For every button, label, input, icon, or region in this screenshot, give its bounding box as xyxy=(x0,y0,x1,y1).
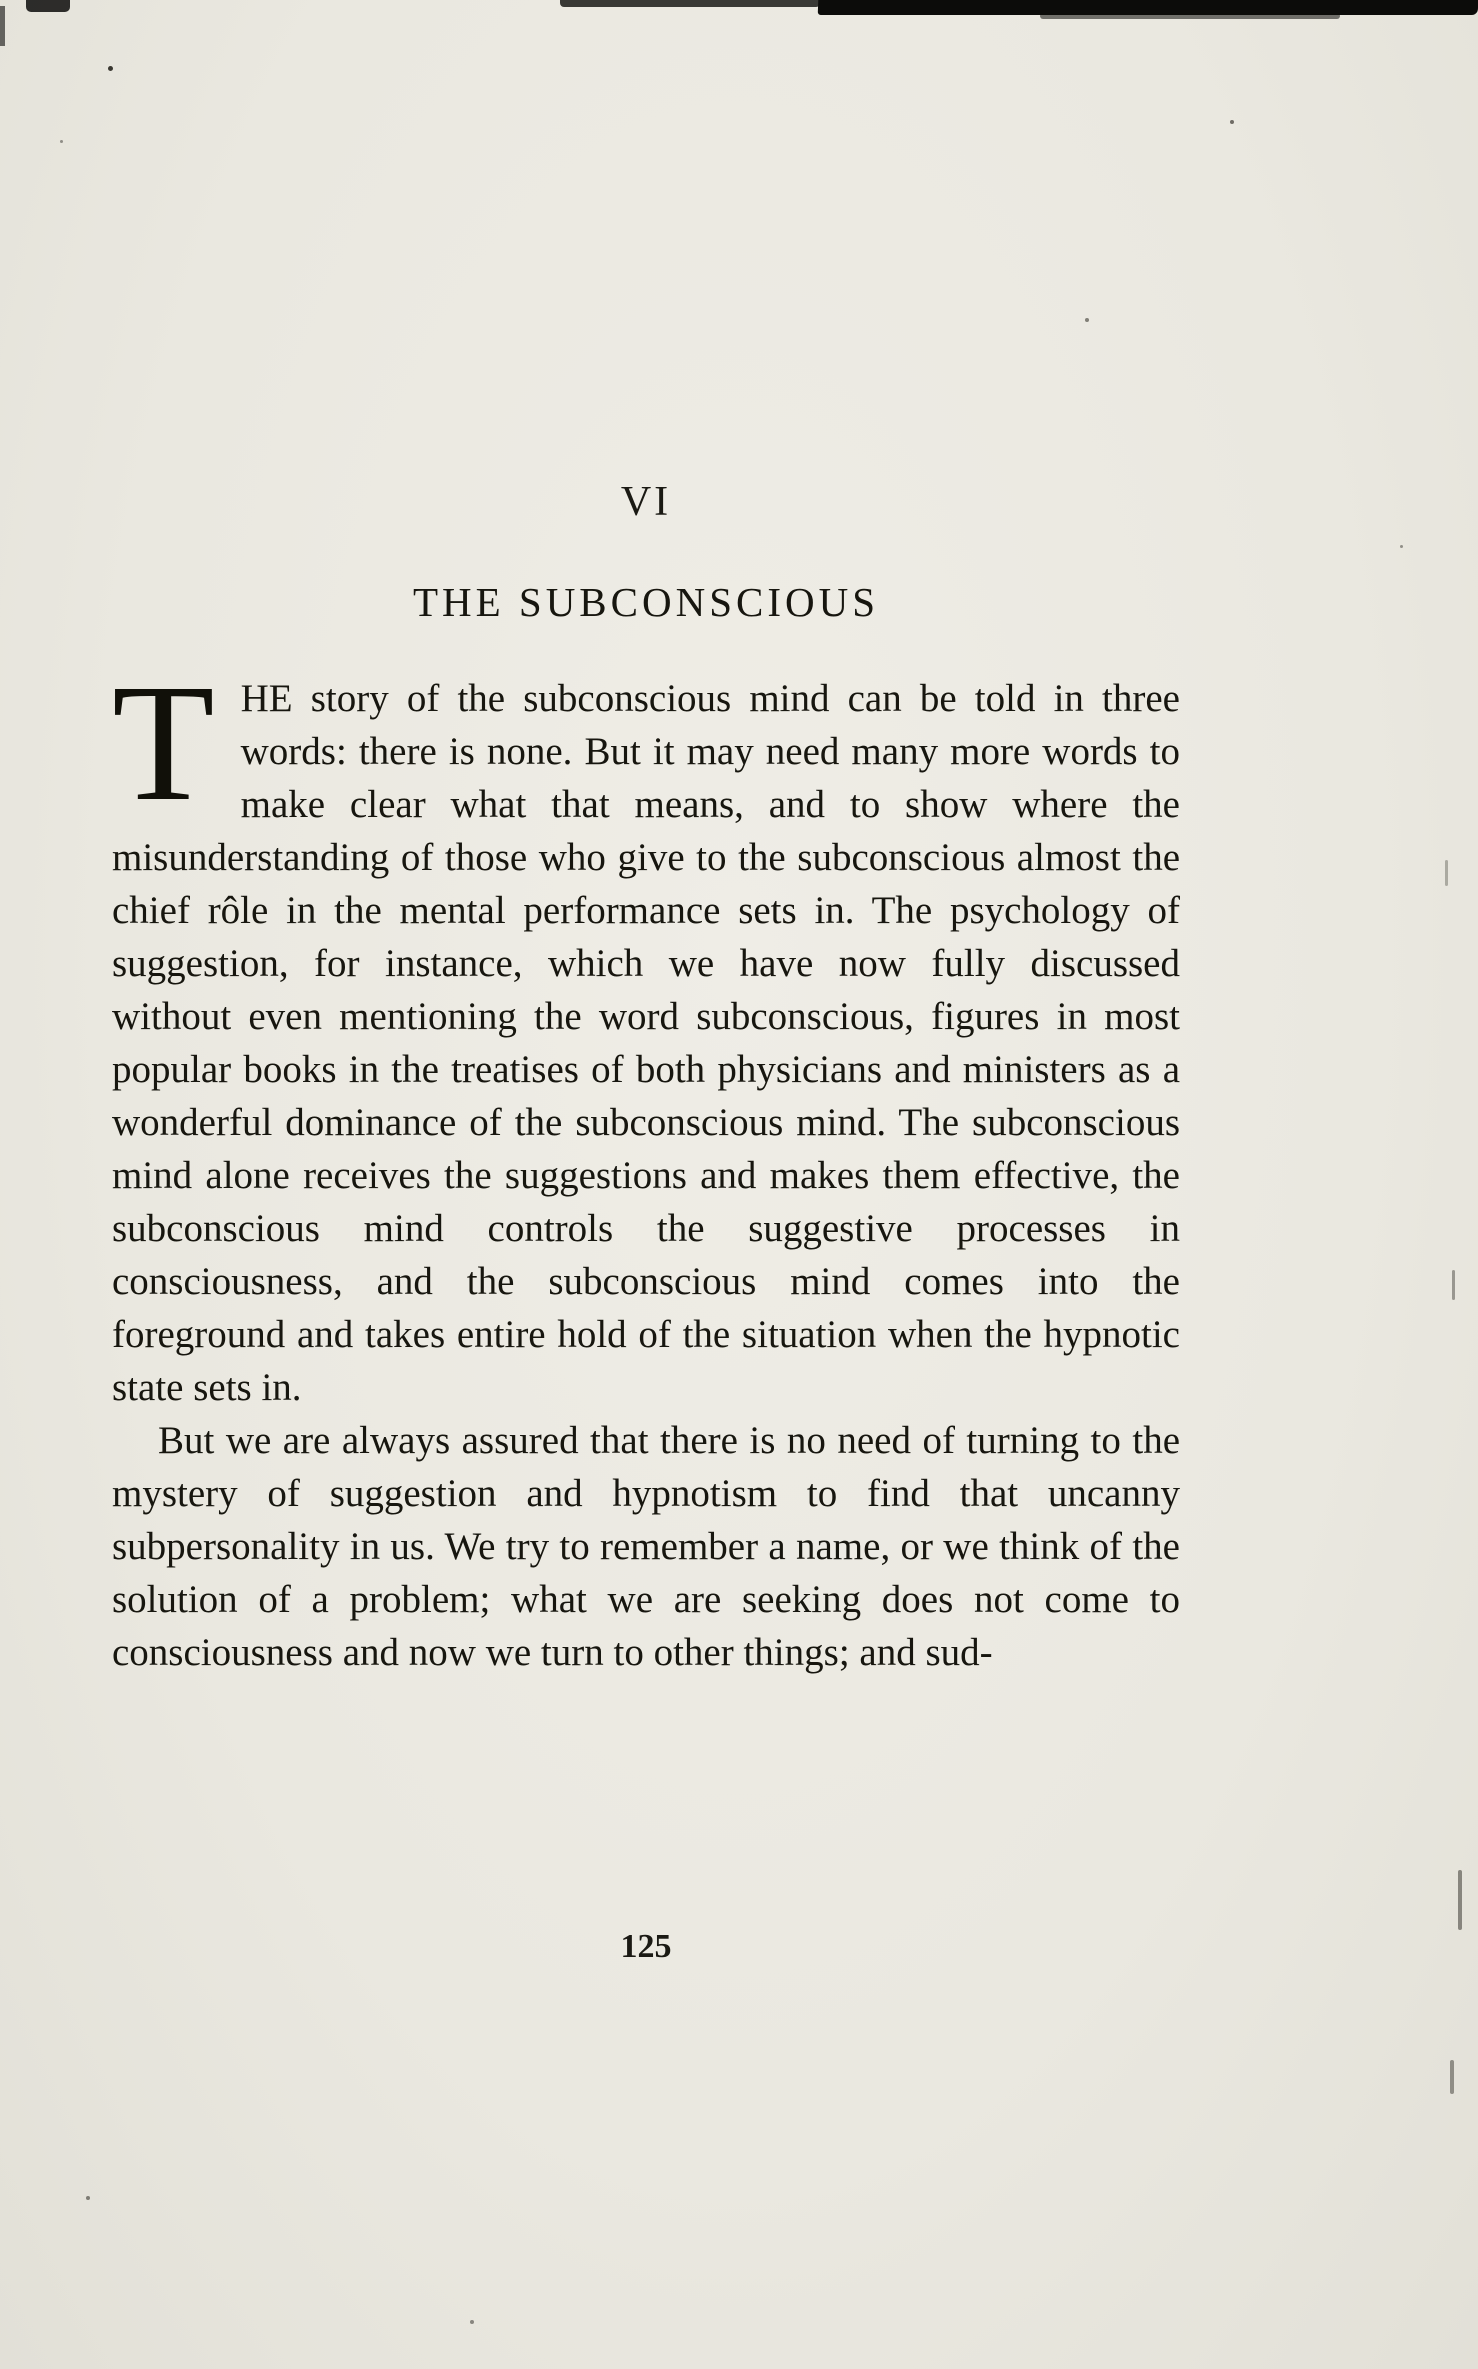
scan-speck xyxy=(86,2196,90,2200)
paragraph-one-text: HE story of the subconscious mind can be told in three words: there is none. But it may need many more words to make clear what that means, and to show where the misunderstanding of those who give to the subconscious almost the chief rôle in the mental performance sets in. The psychology of suggestion, for instance, which we have now fully discussed without even mentioning the word subconscious, figures in most popular books in the treatises of both physicians and ministers as a wonderful dominance of the subconscious mind. The subconscious mind alone receives the suggestions and makes them effective, the subconscious mind controls the suggestive processes in consciousness, and the subconscious mind comes into the foreground and takes entire hold of the situation when the hypnotic state sets in. xyxy=(112,677,1180,1409)
scan-speck xyxy=(1450,2060,1454,2094)
scan-speck xyxy=(1458,1870,1462,1930)
scan-speck xyxy=(1400,545,1403,548)
scan-smudge xyxy=(26,0,70,12)
scan-speck xyxy=(1452,1270,1455,1300)
scan-speck xyxy=(470,2320,474,2324)
chapter-title: THE SUBCONSCIOUS xyxy=(412,579,880,625)
drop-cap: T xyxy=(112,650,215,836)
page-number: 125 xyxy=(620,1928,672,1965)
scan-smudge xyxy=(0,6,5,46)
scan-smudge xyxy=(560,0,820,7)
scan-speck xyxy=(108,66,113,71)
scan-speck xyxy=(1445,860,1448,886)
paragraph-two: But we are always assured that there is no need of turning to the mystery of suggestion and hypnotism to find that uncanny subpersonality in us. We try to remember a name, or we think of the solution of a problem; what we are seeking does not come to consciousness and now we turn to other things; and sud- xyxy=(112,1419,1180,1674)
scan-speck xyxy=(60,140,63,143)
paragraph-one xyxy=(112,650,1180,1414)
chapter-number: VI xyxy=(620,479,672,525)
body-text xyxy=(112,650,1180,1679)
scan-speck xyxy=(1230,120,1234,124)
scan-speck xyxy=(1085,318,1089,322)
scan-smudge xyxy=(1040,13,1340,19)
